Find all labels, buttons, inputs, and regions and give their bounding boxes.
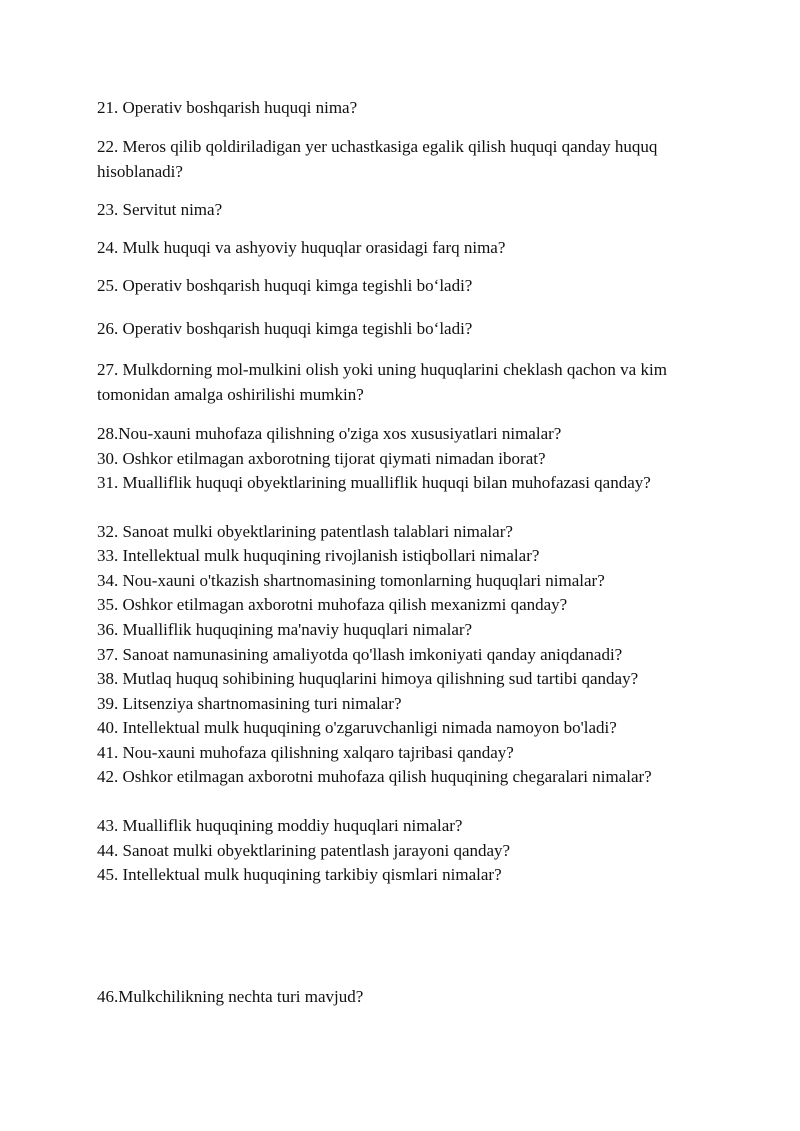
question-25: 25. Operativ boshqarish huquqi kimga tegishli bo‘ladi? bbox=[97, 276, 473, 295]
question-44: 44. Sanoat mulki obyektlarining patentlash jarayoni qanday? bbox=[97, 841, 511, 860]
question-40: 40. Intellektual mulk huquqining o'zgaruvchanligi nimada namoyon bo'ladi? bbox=[97, 718, 617, 737]
question-45: 45. Intellektual mulk huquqining tarkibiy qismlari nimalar? bbox=[97, 865, 502, 884]
question-33: 33. Intellektual mulk huquqining rivojlanish istiqbollari nimalar? bbox=[97, 546, 540, 565]
question-43: 43. Mualliflik huquqining moddiy huquqlari nimalar? bbox=[97, 816, 463, 835]
question-34: 34. Nou-xauni o'tkazish shartnomasining tomonlarning huquqlari nimalar? bbox=[97, 571, 605, 590]
question-41: 41. Nou-xauni muhofaza qilishning xalqaro tajribasi qanday? bbox=[97, 743, 514, 762]
question-30: 30. Oshkor etilmagan axborotning tijorat qiymati nimadan iborat? bbox=[97, 449, 546, 468]
question-23: 23. Servitut nima? bbox=[97, 200, 223, 219]
question-28: 28.Nou-xauni muhofaza qilishning o'ziga xos xususiyatlari nimalar? bbox=[97, 424, 562, 443]
question-42: 42. Oshkor etilmagan axborotni muhofaza qilish huquqining chegaralari nimalar? bbox=[97, 767, 652, 786]
question-24: 24. Mulk huquqi va ashyoviy huquqlar orasidagi farq nima? bbox=[97, 238, 506, 257]
question-32: 32. Sanoat mulki obyektlarining patentlash talablari nimalar? bbox=[97, 522, 513, 541]
question-37: 37. Sanoat namunasining amaliyotda qo'llash imkoniyati qanday aniqdanadi? bbox=[97, 645, 623, 664]
question-35: 35. Oshkor etilmagan axborotni muhofaza qilish mexanizmi qanday? bbox=[97, 595, 568, 614]
question-46: 46.Mulkchilikning nechta turi mavjud? bbox=[97, 987, 364, 1006]
question-26: 26. Operativ boshqarish huquqi kimga tegishli bo‘ladi? bbox=[97, 319, 473, 338]
question-31: 31. Mualliflik huquqi obyektlarining mualliflik huquqi bilan muhofazasi qanday? bbox=[97, 473, 651, 492]
question-36: 36. Mualliflik huquqining ma'naviy huquqlari nimalar? bbox=[97, 620, 473, 639]
question-39: 39. Litsenziya shartnomasining turi nimalar? bbox=[97, 694, 402, 713]
question-22: 22. Meros qilib qoldiriladigan yer uchastkasiga egalik qilish huquqi qanday huquq hisoblanadi? bbox=[97, 137, 658, 181]
question-27: 27. Mulkdorning mol-mulkini olish yoki uning huquqlarini cheklash qachon va kim tomonidan amalga oshirilishi mumkin? bbox=[97, 360, 667, 404]
question-21: 21. Operativ boshqarish huquqi nima? bbox=[97, 98, 358, 117]
question-38: 38. Mutlaq huquq sohibining huquqlarini himoya qilishning sud tartibi qanday? bbox=[97, 669, 639, 688]
